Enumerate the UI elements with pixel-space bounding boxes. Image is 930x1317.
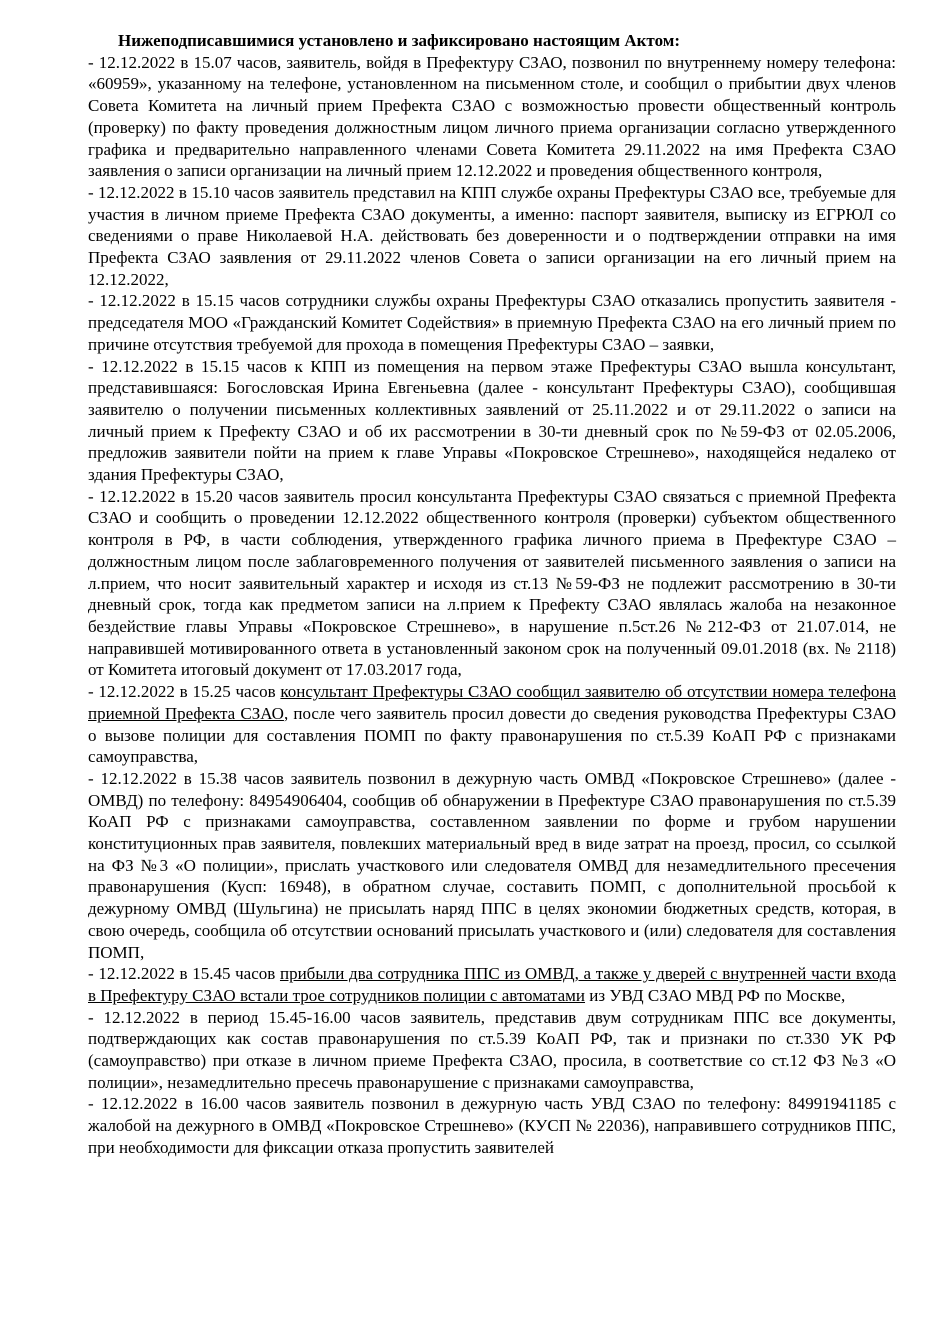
paragraph-1600: - 12.12.2022 в 16.00 часов заявитель позвонил в дежурную часть УВД СЗАО по телефону: 84991941185 с жалобой на дежурного в ОМВД «Покровское Стрешнево» (КУСП № 22036), направившего сотрудников ППС, при необходимости для фиксации отказа пропустить заявителей	[88, 1094, 896, 1157]
paragraph-1525-lead: - 12.12.2022 в 15.25 часов	[88, 682, 281, 702]
paragraph-1545	[88, 963, 896, 1006]
paragraph-1545-1600: - 12.12.2022 в период 15.45-16.00 часов заявитель, представив двум сотрудникам ППС все документы, подтверждающих как состав правонарушения по ст.5.39 КоАП РФ, так и признаки по ст.330 УК РФ (самоуправство) при отказе в личном приеме Префекта СЗАО, просила, в соответствие со ст.12 ФЗ №3 «О полиции», незамедлительно пресечь правонарушение с признаками самоуправства,	[88, 1007, 896, 1092]
paragraph-1525-rest: , после чего заявитель просил довести до сведения руководства Префектуры СЗАО о вызове полиции для составления ПОМП по факту правонарушения по ст.5.39 КоАП РФ с признаками самоуправства,	[88, 703, 896, 767]
paragraph-1545-underlined: прибыли два сотрудника ППС из ОМВД, а также у дверей с внутренней части входа в Префектуру СЗАО встали трое сотрудников полиции с автоматами	[88, 964, 896, 1005]
paragraph-1510: - 12.12.2022 в 15.10 часов заявитель представил на КПП службе охраны Префектуры СЗАО все, требуемые для участия в личном приеме Префекта СЗАО документы, а именно: паспорт заявителя, выписку из ЕГРЮЛ со сведениями о праве Николаевой Н.А. действовать без доверенности и о подтверждении отправки на имя Префекта СЗАО заявления от 29.11.2022 членов Совета о записи организации на его личный прием на 12.12.2022,	[88, 182, 896, 289]
paragraph-1545-rest: из УВД СЗАО МВД РФ по Москве,	[585, 985, 846, 1005]
paragraph-1525-underlined: консультант Префектуры СЗАО сообщил заявителю об отсутствии номера телефона приемной Префекта СЗАО	[88, 682, 897, 723]
act-heading: Нижеподписавшимися установлено и зафиксировано настоящим Актом:	[118, 31, 680, 50]
paragraph-1538: - 12.12.2022 в 15.38 часов заявитель позвонил в дежурную часть ОМВД «Покровское Стрешнево» (далее - ОМВД) по телефону: 84954906404, сообщив об обнаружении в Префектуре СЗАО правонарушения по ст.5.39 КоАП РФ с признаками самоуправства, составленном заявлении по форме и грубом нарушении конституционных прав заявителя, повлекших материальный вред в виде затрат на проезд, просил, со ссылкой на ФЗ №3 «О полиции», прислать участкового или следователя ОМВД для незамедлительного пресечения правонарушения (Кусп: 16948), в обратном случае, составить ПОМП, с дополнительной просьбой к дежурному ОМВД (Шульгина) не присылать наряд ППС в целях экономии бюджетных средств, которая, в свою очередь, сообщила об отсутствии оснований присылать участкового и (или) следователя для составления ПОМП,	[88, 768, 896, 962]
paragraph-1545-lead: - 12.12.2022 в 15.45 часов	[88, 964, 280, 984]
paragraph-1525	[88, 681, 896, 768]
paragraph-1515-security: - 12.12.2022 в 15.15 часов сотрудники службы охраны Префектуры СЗАО отказались пропустить заявителя - председателя МОО «Гражданский Комитет Содействия» в приемную Префекта СЗАО на его личный прием по причине отсутствия требуемой для прохода в помещения Префектуры СЗАО – заявки,	[88, 291, 896, 354]
paragraph-1507: - 12.12.2022 в 15.07 часов, заявитель, войдя в Префектуру СЗАО, позвонил по внутреннему номеру телефона: «60959», указанному на телефоне, установленном на письменном столе, и сообщил о прибытии двух членов Совета Комитета на личный прием Префекта СЗАО с возможностью провести общественный контроль (проверку) по факту проведения должностным лицом личного приема организации согласно утвержденного графика и предварительно направленного членами Совета Комитета 29.11.2022 на имя Префекта СЗАО заявления о записи организации на личный прием 12.12.2022 и проведения общественного контроля,	[88, 52, 896, 181]
paragraph-1520: - 12.12.2022 в 15.20 часов заявитель просил консультанта Префектуры СЗАО связаться с приемной Префекта СЗАО и сообщить о проведении 12.12.2022 общественного контроля (проверки) субъектом общественного контроля в РФ, в части соблюдения, утвержденного графика личного приема в Префектуре СЗАО – должностным лицом после заблаговременного получения от заявителей письменного заявления о записи на л.прием, что носит заявительный характер и исходя из ст.13 №59-ФЗ не подлежит рассмотрению в 30-ти дневный срок, тогда как предметом записи на л.прием к Префекту СЗАО являлась жалоба на незаконное бездействие главы Управы «Покровское Стрешнево», в нарушение п.5ст.26 №212-ФЗ от 21.07.014, не направившей мотивированного ответа в установленный законом срок на полученный 09.01.2018 (вх. № 2118) от Комитета итоговый документ от 17.03.2017 года,	[88, 486, 896, 680]
paragraph-1515-consultant: - 12.12.2022 в 15.15 часов к КПП из помещения на первом этаже Префектуры СЗАО вышла консультант, представившаяся: Богословская Ирина Евгеньевна (далее - консультант Префектуры СЗАО), сообщившая заявителю о получении письменных коллективных заявлений от 25.11.2022 и от 29.11.2022 о записи на личный прием к Префекту СЗАО и об их рассмотрении в 30-ти дневный срок по №59-ФЗ от 02.05.2006, предложив заявители пойти на прием к главе Управы «Покровское Стрешнево», находящейся недалеко от здания Префектуры СЗАО,	[88, 356, 896, 485]
document-page	[88, 30, 896, 1159]
